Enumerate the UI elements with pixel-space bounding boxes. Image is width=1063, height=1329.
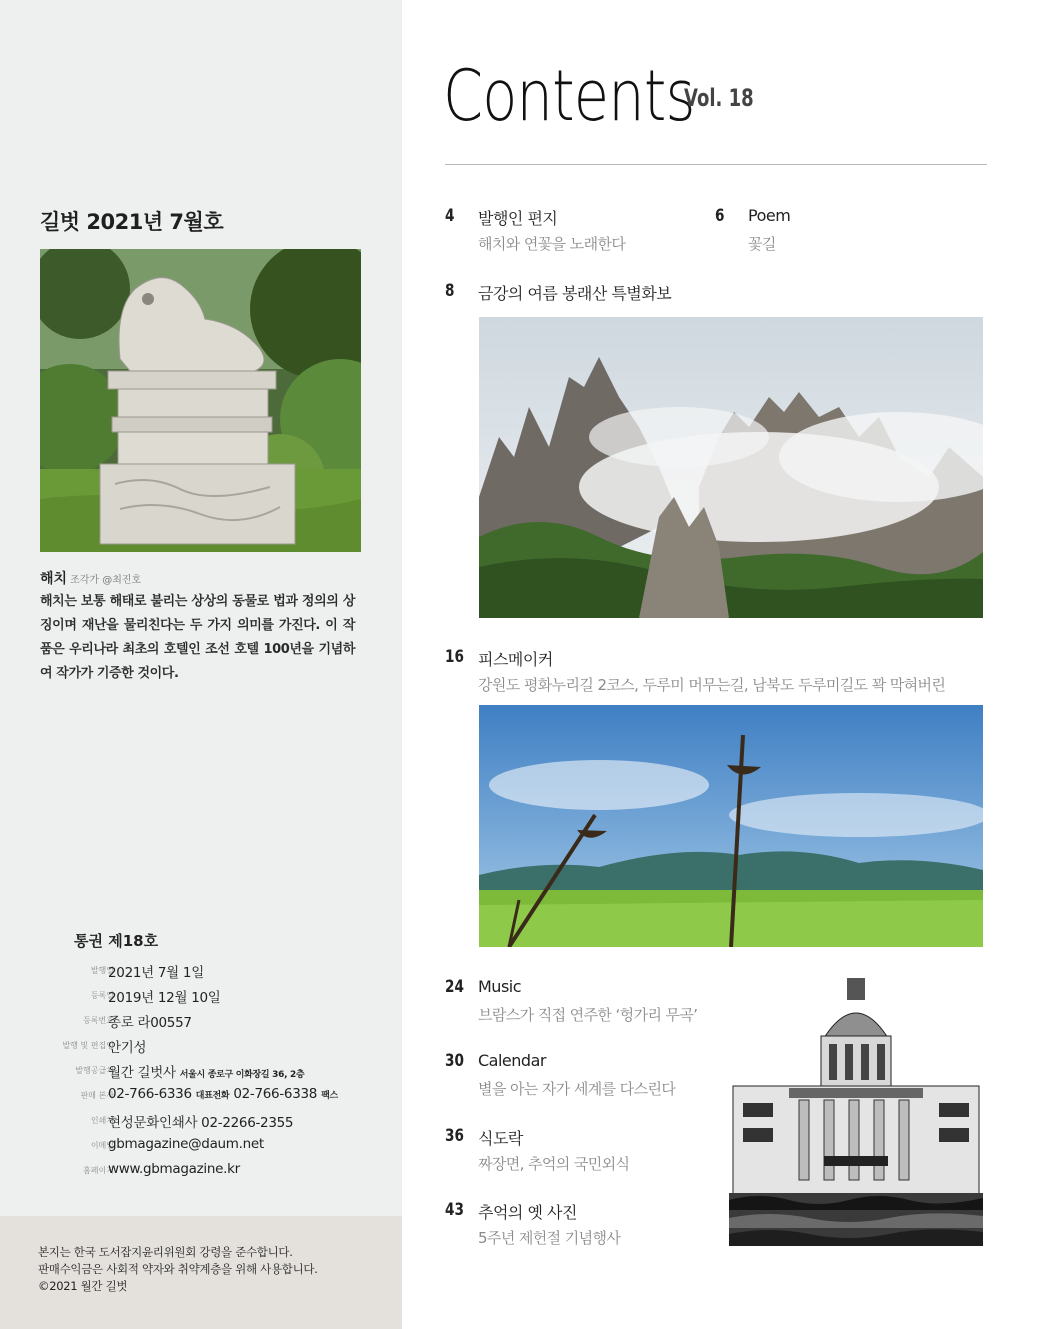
info-value: 2019년 12월 10일: [108, 990, 221, 1006]
info-label: 홈페이지: [83, 1166, 114, 1175]
publication-info: [20, 960, 400, 1185]
info-value: 안기성: [108, 1040, 147, 1056]
toc-subtitle: 브람스가 직접 연주한 ‘헝가리 무곡’: [478, 1006, 698, 1024]
info-value: 현성문화인쇄사 02-2266-2355: [108, 1115, 294, 1131]
toc-page-number: 43: [445, 1200, 464, 1220]
fax-number: 02-766-6338: [233, 1086, 318, 1102]
info-row-registration-number: [20, 1010, 400, 1035]
toc-subtitle: 꽃길: [748, 235, 776, 253]
homepage-link[interactable]: www.gbmagazine.kr: [108, 1161, 240, 1177]
email-link[interactable]: gbmagazine@daum.net: [108, 1136, 264, 1152]
photo-capitol-building-bw: [729, 978, 983, 1246]
toc-title: 발행인 편지: [478, 209, 558, 228]
info-row-sales-office: [20, 1085, 400, 1110]
notice-line: 판매수익금은 사회적 약자와 취약계층을 위해 사용합니다.: [38, 1262, 318, 1276]
info-value: [108, 1061, 304, 1081]
info-label: 판매 본사: [80, 1091, 114, 1100]
toc-title: 피스메이커: [478, 650, 553, 669]
photo-mountain-mist: [479, 317, 983, 618]
phone-label: 대표전화: [195, 1091, 230, 1101]
cover-caption-name: 해치: [40, 571, 68, 587]
fax-label: 팩스: [321, 1091, 338, 1101]
phone-number: 02-766-6336: [108, 1086, 192, 1102]
toc-page-number: 6: [715, 206, 725, 226]
info-label: 발행 및 편집인: [62, 1041, 114, 1050]
footer-notice: [38, 1244, 318, 1295]
toc-subtitle: 해치와 연꽃을 노래한다: [478, 235, 626, 253]
photo-rice-field-poles: [479, 705, 983, 947]
toc-page-number: 36: [445, 1126, 464, 1146]
info-label: 등록일: [90, 991, 114, 1000]
info-row-issue-date: [20, 960, 400, 985]
divider: [445, 164, 987, 165]
info-row-publisher: [20, 1035, 400, 1060]
toc-title: Calendar: [478, 1051, 546, 1070]
copyright: ©2021 월간 길벗: [38, 1279, 128, 1293]
toc-subtitle: 5주년 제헌절 기념행사: [478, 1229, 621, 1247]
supplier-address: 서울시 종로구 이화장길 36, 2층: [179, 1070, 305, 1080]
info-row-supplier: [20, 1060, 400, 1085]
info-row-homepage: [20, 1160, 400, 1185]
notice-line: 본지는 한국 도서잡지윤리위원회 강령을 준수합니다.: [38, 1245, 293, 1259]
cover-caption-credit: 조각가 @최진호: [70, 575, 142, 586]
toc-title: Music: [478, 977, 522, 996]
serial-number: 통권 제18호: [74, 932, 159, 950]
info-row-registration-date: [20, 985, 400, 1010]
toc-title: 금강의 여름 봉래산 특별화보: [478, 284, 672, 303]
toc-page-number: 4: [445, 206, 455, 226]
toc-subtitle: 짜장면, 추억의 국민외식: [478, 1155, 630, 1173]
cover-caption: [40, 568, 141, 588]
info-row-printer: [20, 1110, 400, 1135]
toc-page-number: 30: [445, 1051, 464, 1071]
info-value: [108, 1086, 338, 1102]
info-label: 이메일: [90, 1141, 114, 1150]
contents-heading: Contents: [443, 55, 695, 137]
info-row-email: [20, 1135, 400, 1160]
toc-subtitle: 강원도 평화누리길 2코스, 두루미 머무는길, 남북도 두루미길도 꽉 막혀버린: [478, 676, 946, 694]
toc-page-number: 8: [445, 281, 455, 301]
supplier-name: 월간 길벗사: [108, 1065, 176, 1081]
info-label: 발행일: [90, 966, 114, 975]
issue-title: 길벗 2021년 7월호: [40, 210, 224, 234]
info-value: 2021년 7월 1일: [108, 965, 204, 981]
toc-title: Poem: [748, 206, 791, 225]
volume-label: Vol. 18: [684, 84, 754, 112]
cover-description: 해치는 보통 해태로 불리는 상상의 동물로 법과 정의의 상징이며 재난을 물리친다는 두 가지 의미를 가진다. 이 작품은 우리나라 최초의 호텔인 조선 호텔 100년을 기념하여 작가가 기증한 것이다.: [40, 594, 355, 681]
info-label: 발행공급처: [75, 1066, 114, 1075]
info-label: 등록번호: [83, 1016, 114, 1025]
toc-subtitle: 별을 아는 자가 세계를 다스린다: [478, 1080, 676, 1098]
toc-page-number: 16: [445, 647, 464, 667]
toc-title: 식도락: [478, 1129, 523, 1148]
info-label: 인쇄처: [90, 1116, 114, 1125]
toc-title: 추억의 옛 사진: [478, 1203, 577, 1222]
info-value: 종로 라00557: [108, 1015, 192, 1031]
toc-page-number: 24: [445, 977, 464, 997]
cover-photo-haechi-statue: [40, 249, 361, 552]
